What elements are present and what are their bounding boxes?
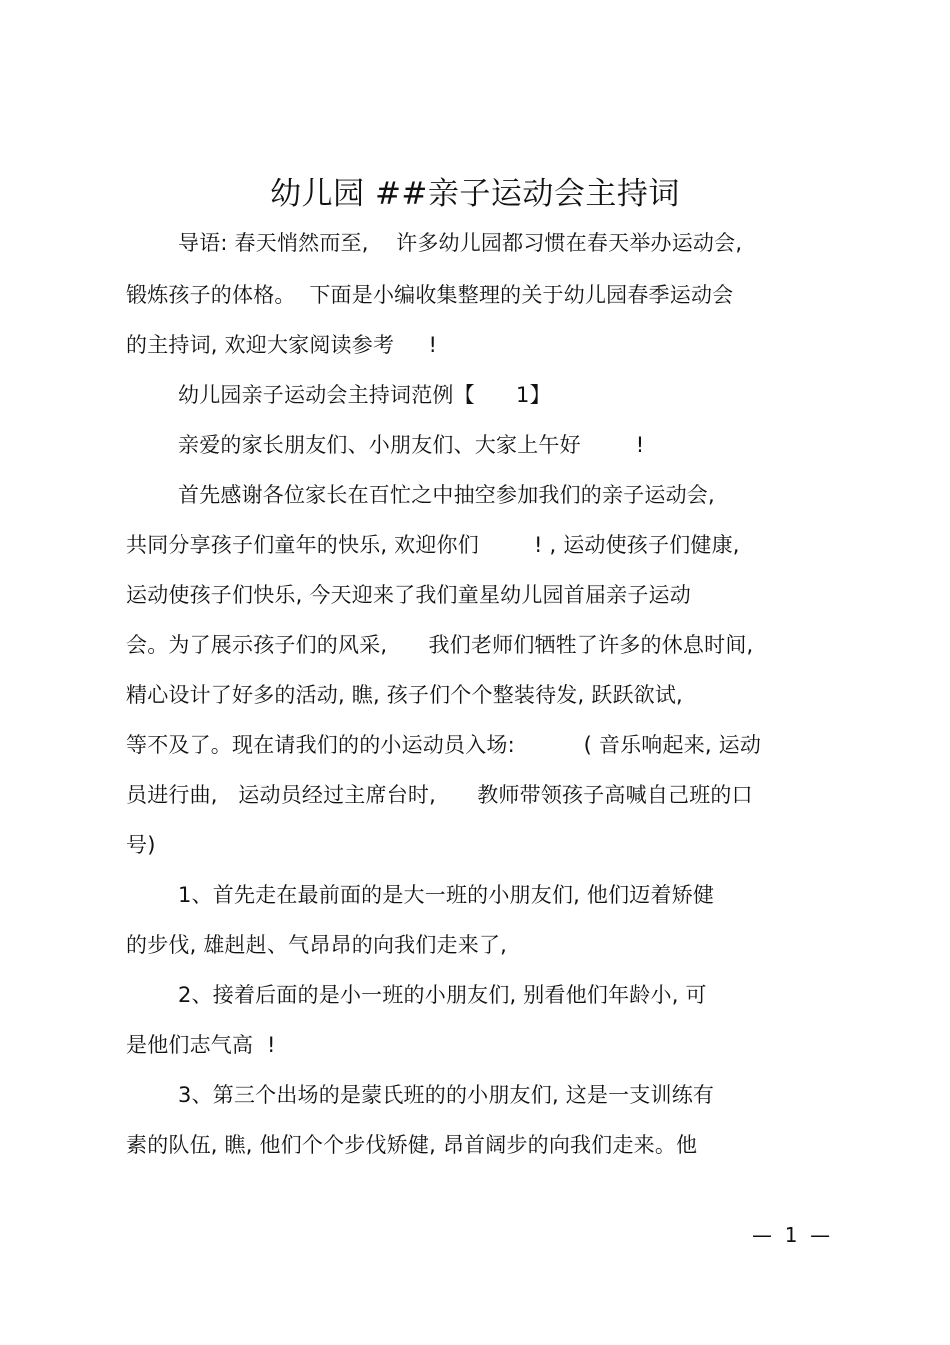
body-line: 是他们志气高 ! — [126, 1033, 276, 1057]
document-title: 幼儿园 ##亲子运动会主持词 — [270, 176, 680, 212]
body-line: 的步伐, 雄赳赳、气昂昂的向我们走来了, — [126, 933, 508, 957]
body-line: 员进行曲, 运动员经过主席台时, 教师带领孩子高喊自己班的口 — [126, 783, 753, 807]
body-line: 锻炼孩子的体格。 下面是小编收集整理的关于幼儿园春季运动会 — [126, 283, 734, 307]
list-item: 3、第三个出场的是蒙氏班的的小朋友们, 这是一支训练有 — [178, 1083, 715, 1107]
list-item: 2、接着后面的是小一班的小朋友们, 别看他们年龄小, 可 — [178, 983, 707, 1007]
body-line: 亲爱的家长朋友们、小朋友们、大家上午好 ! — [178, 433, 645, 457]
body-line: 首先感谢各位家长在百忙之中抽空参加我们的亲子运动会, — [178, 483, 715, 507]
body-line: 素的队伍, 瞧, 他们个个步伐矫健, 昂首阔步的向我们走来。他 — [126, 1133, 698, 1157]
list-item: 1、首先走在最前面的是大一班的小朋友们, 他们迈着矫健 — [178, 883, 715, 907]
body-line: 的主持词, 欢迎大家阅读参考 ! — [126, 333, 438, 357]
body-line: 共同分享孩子们童年的快乐, 欢迎你们 ! , 运动使孩子们健康, — [126, 533, 740, 557]
body-line: 会。为了展示孩子们的风采, 我们老师们牺牲了许多的休息时间, — [126, 633, 754, 657]
body-line: 运动使孩子们快乐, 今天迎来了我们童星幼儿园首届亲子运动 — [126, 583, 691, 607]
body-line: 精心设计了好多的活动, 瞧, 孩子们个个整装待发, 跃跃欲试, — [126, 683, 683, 707]
section-heading: 幼儿园亲子运动会主持词范例【 1】 — [178, 383, 551, 407]
page-number: — 1 — — [752, 1223, 831, 1247]
body-line: 号) — [126, 833, 156, 857]
body-line: 导语: 春天悄然而至, 许多幼儿园都习惯在春天举办运动会, — [178, 231, 743, 255]
body-line: 等不及了。现在请我们的的小运动员入场: ( 音乐响起来, 运动 — [126, 733, 762, 757]
